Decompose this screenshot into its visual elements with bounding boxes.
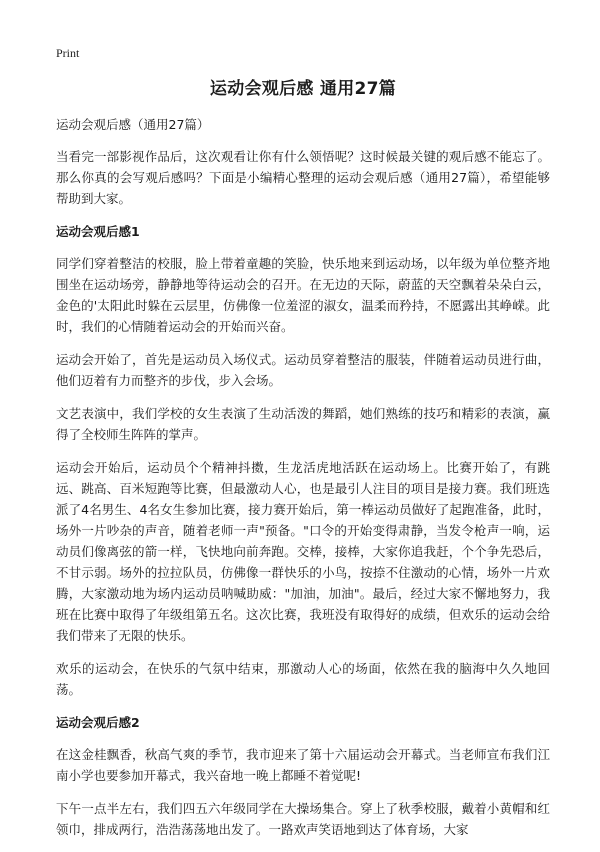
document-subtitle: 运动会观后感（通用27篇） xyxy=(56,117,210,132)
print-link[interactable]: Print xyxy=(56,46,80,60)
section-heading: 运动会观后感1 xyxy=(56,224,140,239)
body-paragraph: 同学们穿着整洁的校服，脸上带着童趣的笑脸，快乐地来到运动场，以年级为单位整齐地围坐在运动场旁，静静地等待运动会的召开。在无边的天际，蔚蓝的天空飘着朵朵白云，金色的'太阳此时躲在云层里，仿佛像一位羞涩的淑女，温柔而矜持，不愿露出其峥嵘。此时，我们的心情随着运动会的开始而兴奋。 xyxy=(56,256,550,334)
intro-paragraph: 当看完一部影视作品后，这次观看让你有什么领悟呢？这时候最关键的观后感不能忘了。那么你真的会写观后感吗？下面是小编精心整理的运动会观后感（通用27篇），希望能够帮助到大家。 xyxy=(56,149,550,206)
document-title: 运动会观后感 通用27篇 xyxy=(209,79,397,99)
body-paragraph: 欢乐的运动会，在快乐的气氛中结束，那激动人心的场面，依然在我的脑海中久久地回荡。 xyxy=(56,661,550,697)
body-paragraph: 在这金桂飘香，秋高气爽的季节，我市迎来了第十六届运动会开幕式。当老师宣布我们江南小学也要参加开幕式，我兴奋地一晚上都睡不着觉呢! xyxy=(56,747,550,783)
body-paragraph: 下午一点半左右，我们四五六年级同学在大操场集合。穿上了秋季校服，戴着小黄帽和红领巾，排成两行，浩浩荡荡地出发了。一路欢声笑语地到达了体育场，大家 xyxy=(56,801,550,837)
section-heading: 运动会观后感2 xyxy=(56,715,140,730)
body-paragraph: 文艺表演中，我们学校的女生表演了生动活泼的舞蹈，她们熟练的技巧和精彩的表演，赢得了全校师生阵阵的掌声。 xyxy=(56,406,550,442)
document-page xyxy=(56,78,550,852)
body-paragraph: 运动会开始后，运动员个个精神抖擞，生龙活虎地活跃在运动场上。比赛开始了，有跳远、跳高、百米短跑等比赛，但最激动人心，也是最引人注目的项目是接力赛。我们班选派了4名男生、4名女生参加比赛，接力赛开始后，第一棒运动员做好了起跑准备，此时，场外一片吵杂的声音，随着老师一声"预备。"口令的开始变得肃静，当发令枪声一响，运动员们像离弦的箭一样，飞快地向前奔跑。交棒，接棒，大家你追我赶，个个争先恐后，不甘示弱。场外的拉拉队员，仿佛像一群快乐的小鸟，按捺不住激动的心情，场外一片欢腾，大家激动地为场内运动员呐喊助威："加油，加油"。最后，经过大家不懈地努力，我班在比赛中取得了年级组第五名。这次比赛，我班没有取得好的成绩，但欢乐的运动会给我们带来了无限的快乐。 xyxy=(56,460,550,643)
body-paragraph: 运动会开始了，首先是运动员入场仪式。运动员穿着整洁的服装，伴随着运动员进行曲，他们迈着有力而整齐的步伐，步入会场。 xyxy=(56,352,550,388)
